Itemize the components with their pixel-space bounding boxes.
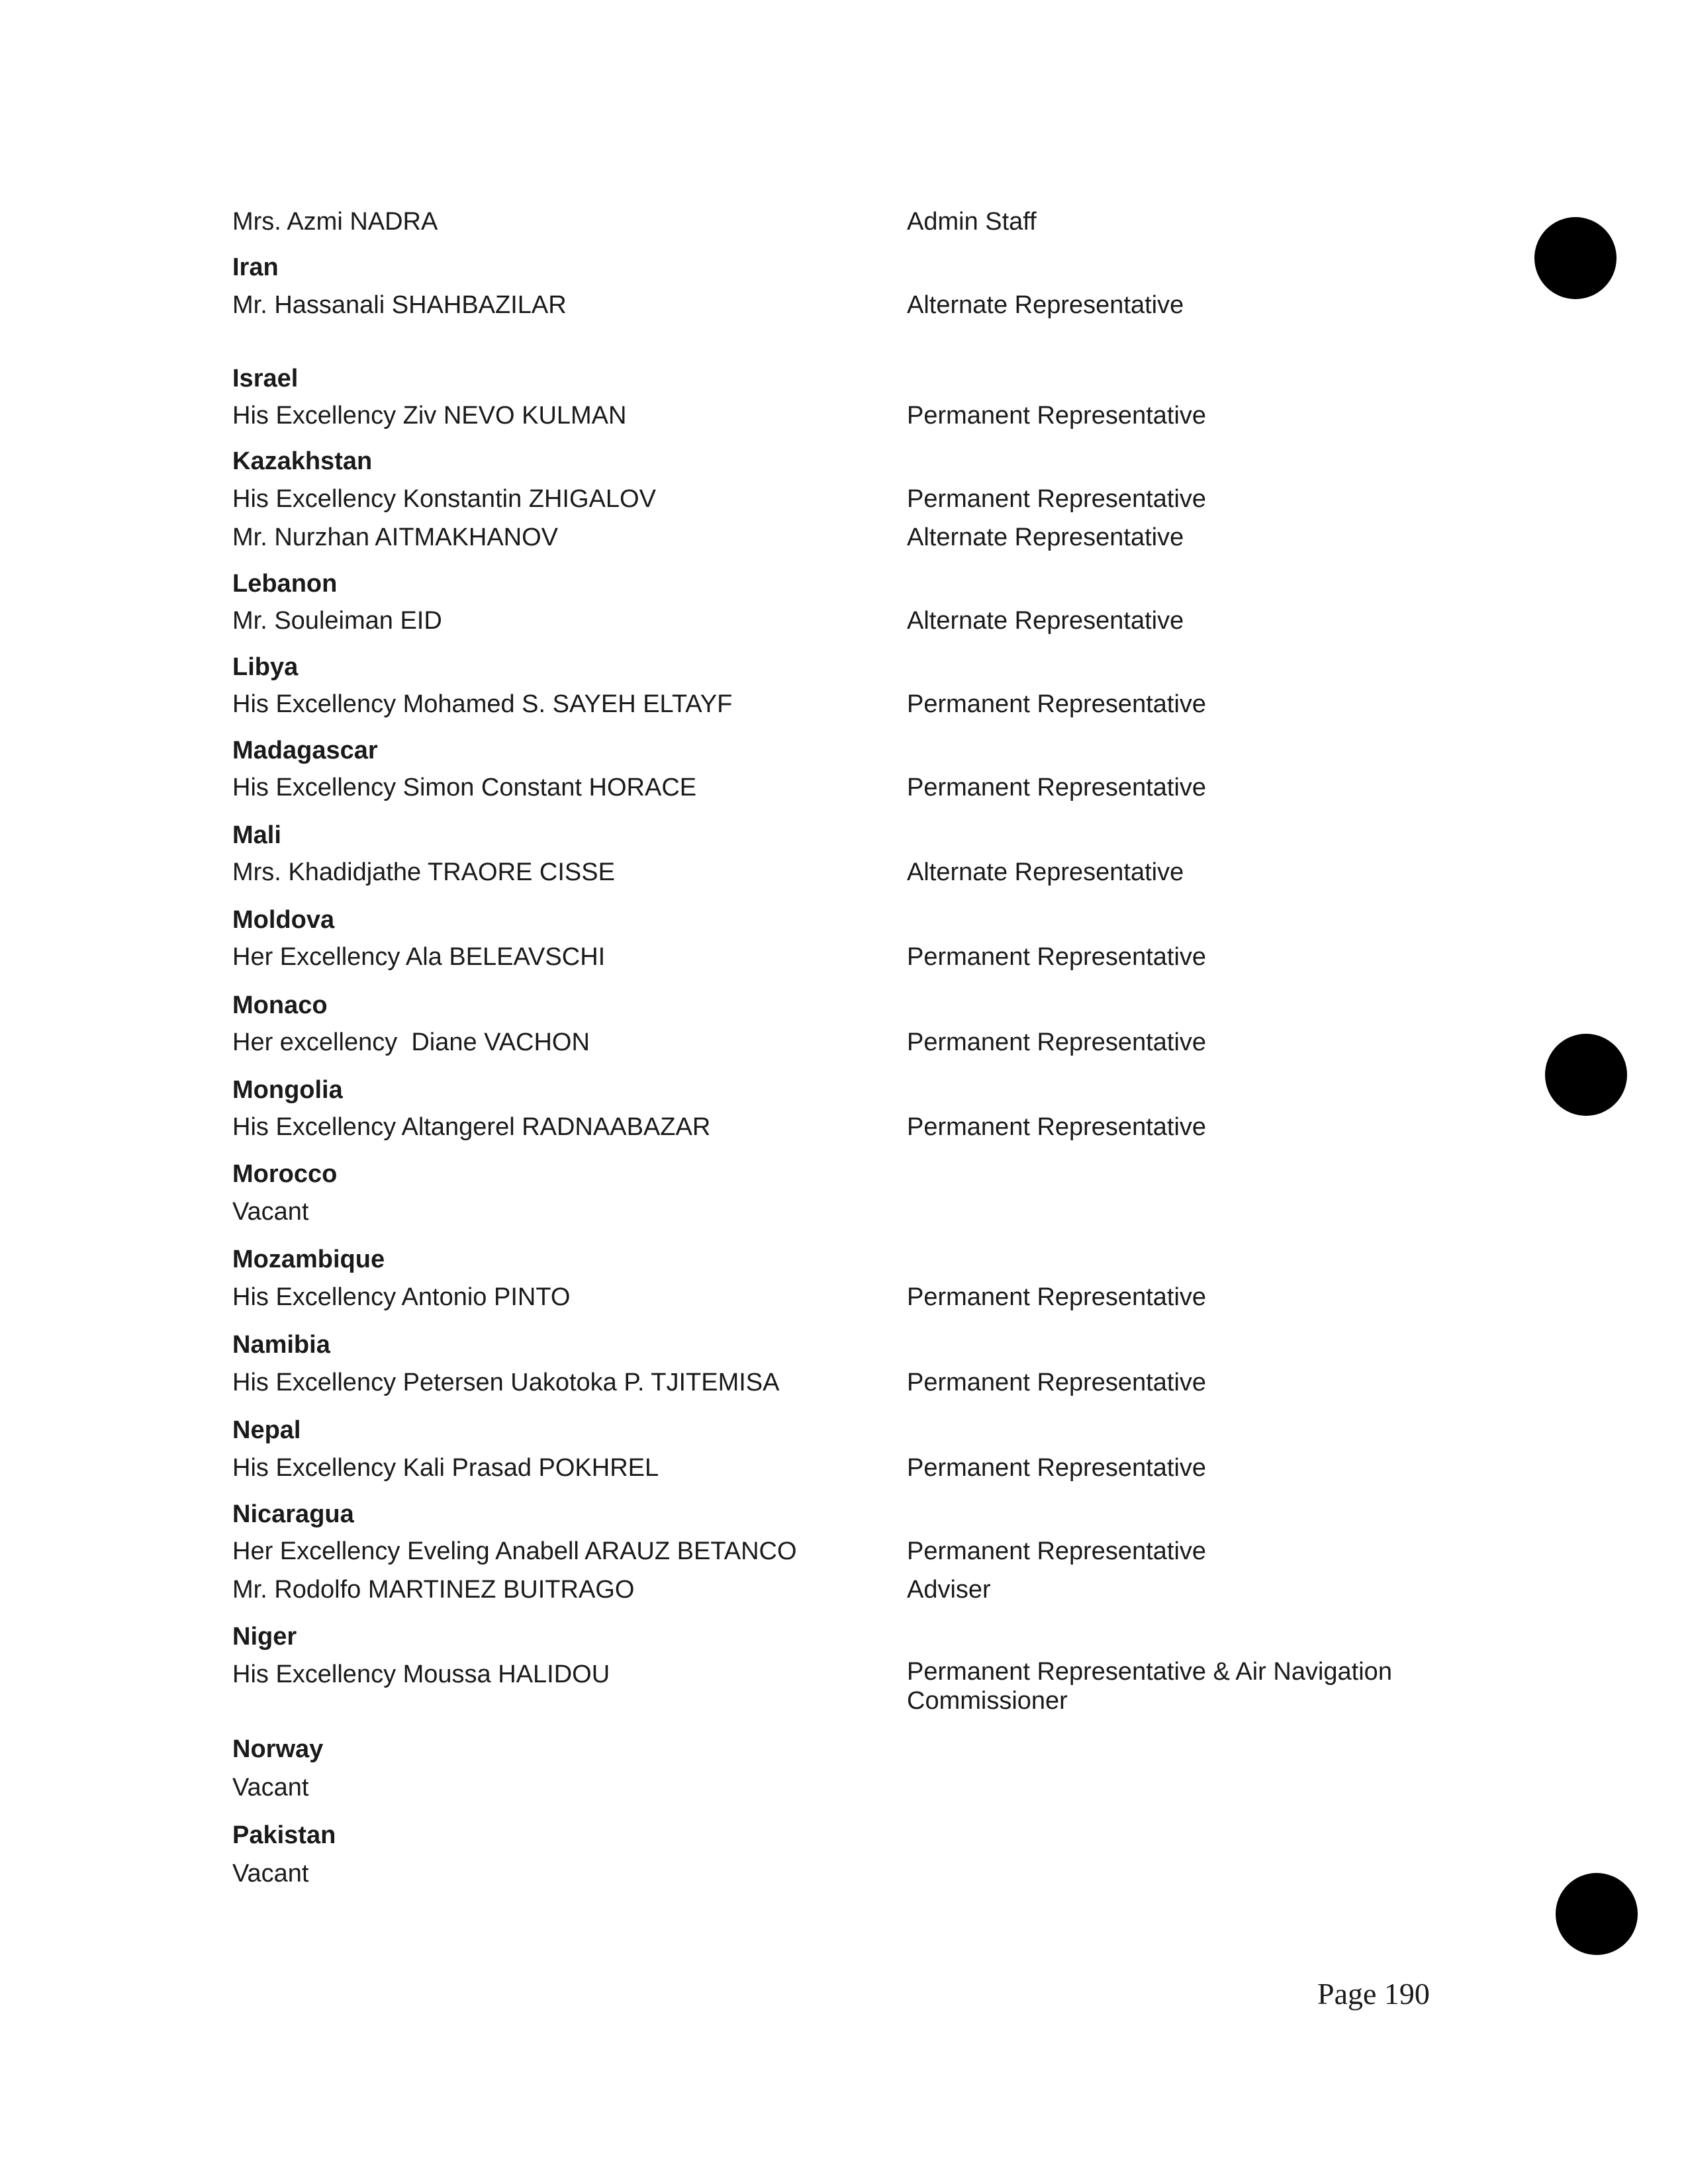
member-role: Permanent Representative: [907, 485, 1207, 513]
member-name: His Excellency Kali Prasad POKHREL: [232, 1454, 659, 1482]
member-role: Permanent Representative: [907, 1113, 1207, 1141]
member-name: His Excellency Konstantin ZHIGALOV: [232, 485, 656, 513]
member-name: His Excellency Altangerel RADNAABAZAR: [232, 1113, 711, 1141]
member-role: Adviser: [907, 1576, 991, 1604]
punch-hole: [1534, 217, 1617, 299]
country-heading: Pakistan: [232, 1821, 336, 1849]
member-name: Mrs. Azmi NADRA: [232, 208, 438, 236]
member-role: Permanent Representative: [907, 402, 1207, 430]
member-name: His Excellency Mohamed S. SAYEH ELTAYF: [232, 690, 733, 718]
member-name: Vacant: [232, 1774, 309, 1801]
country-heading: Moldova: [232, 906, 335, 934]
country-heading: Mongolia: [232, 1076, 343, 1104]
country-heading: Monaco: [232, 991, 328, 1019]
member-name: Mr. Souleiman EID: [232, 607, 442, 635]
page-number: Page 190: [1317, 1977, 1430, 2011]
member-name: His Excellency Petersen Uakotoka P. TJITEMISA: [232, 1369, 780, 1396]
punch-hole: [1545, 1034, 1627, 1116]
member-name: Vacant: [232, 1198, 309, 1226]
member-role: Admin Staff: [907, 208, 1037, 236]
country-heading: Kazakhstan: [232, 447, 373, 475]
member-role: Permanent Representative: [907, 1283, 1207, 1311]
country-heading: Morocco: [232, 1160, 338, 1188]
member-role: Permanent Representative: [907, 1369, 1207, 1396]
member-role: Permanent Representative: [907, 774, 1207, 801]
country-heading: Mozambique: [232, 1246, 385, 1273]
country-heading: Nepal: [232, 1416, 301, 1444]
member-name: His Excellency Ziv NEVO KULMAN: [232, 402, 627, 430]
country-heading: Mali: [232, 821, 281, 849]
country-heading: Israel: [232, 365, 299, 392]
member-name: His Excellency Moussa HALIDOU: [232, 1661, 610, 1688]
country-heading: Niger: [232, 1623, 297, 1651]
member-name: His Excellency Antonio PINTO: [232, 1283, 571, 1311]
member-name: Mrs. Khadidjathe TRAORE CISSE: [232, 858, 615, 886]
member-name: Mr. Hassanali SHAHBAZILAR: [232, 291, 567, 319]
country-heading: Lebanon: [232, 570, 338, 598]
member-name: Her Excellency Ala BELEAVSCHI: [232, 943, 606, 971]
member-role: Permanent Representative: [907, 1028, 1207, 1056]
member-role: Permanent Representative: [907, 690, 1207, 718]
country-heading: Libya: [232, 653, 299, 681]
punch-hole: [1556, 1873, 1638, 1955]
member-name: Her excellency Diane VACHON: [232, 1028, 590, 1056]
member-name: Mr. Nurzhan AITMAKHANOV: [232, 523, 559, 551]
member-role: Alternate Representative: [907, 523, 1184, 551]
member-role: Permanent Representative: [907, 1454, 1207, 1482]
member-name: Mr. Rodolfo MARTINEZ BUITRAGO: [232, 1576, 635, 1604]
country-heading: Norway: [232, 1735, 324, 1763]
country-heading: Namibia: [232, 1331, 330, 1359]
member-role: Alternate Representative: [907, 607, 1184, 635]
member-role: Permanent Representative: [907, 943, 1207, 971]
member-role: Alternate Representative: [907, 858, 1184, 886]
member-name: Vacant: [232, 1860, 309, 1888]
country-heading: Madagascar: [232, 737, 378, 764]
country-heading: Nicaragua: [232, 1500, 354, 1528]
country-heading: Iran: [232, 253, 279, 281]
member-name: Her Excellency Eveling Anabell ARAUZ BETANCO: [232, 1537, 797, 1565]
member-role: Alternate Representative: [907, 291, 1184, 319]
member-role: Permanent Representative & Air Navigation Commissioner: [907, 1658, 1392, 1715]
member-role: Permanent Representative: [907, 1537, 1207, 1565]
member-name: His Excellency Simon Constant HORACE: [232, 774, 697, 801]
